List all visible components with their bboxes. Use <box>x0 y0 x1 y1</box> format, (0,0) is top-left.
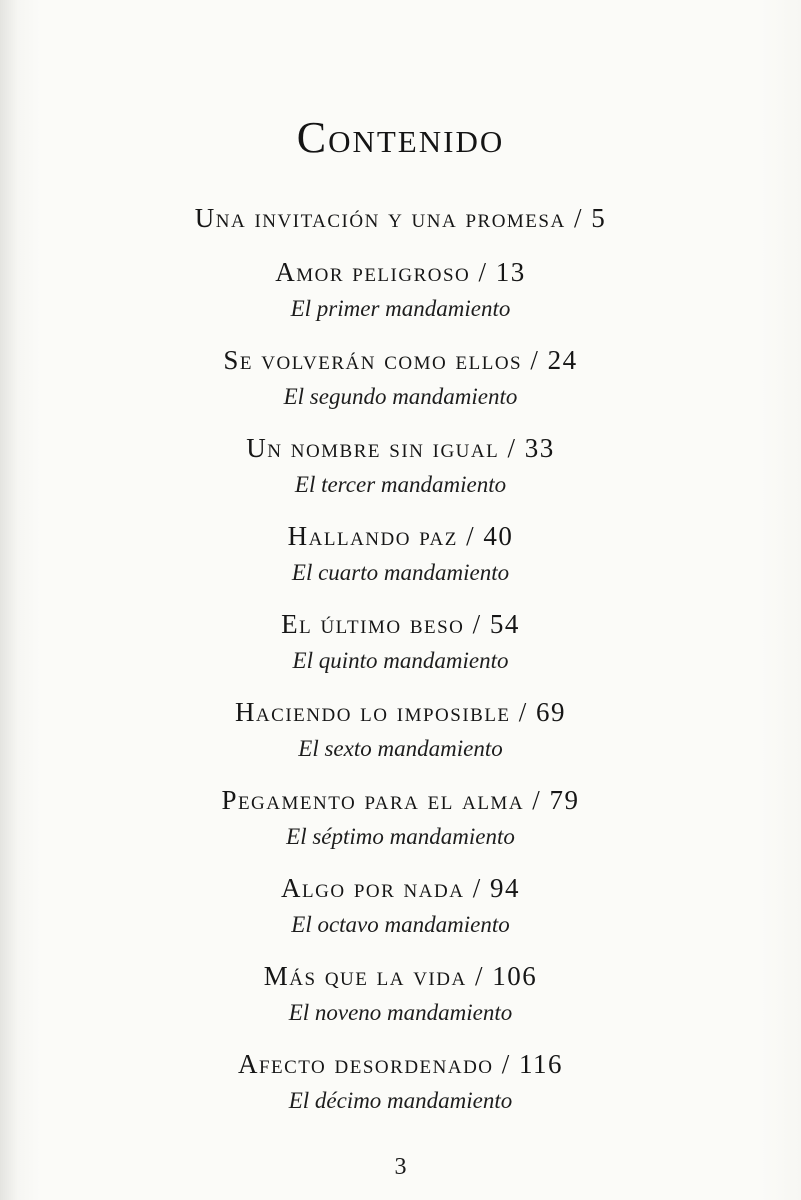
toc-entry-title: Un nombre sin igual / 33 <box>246 433 555 463</box>
toc-entry-title: Una invitación y una promesa / 5 <box>194 203 607 233</box>
table-of-contents <box>0 198 801 1118</box>
toc-entry <box>0 956 801 1030</box>
toc-entry <box>0 340 801 414</box>
toc-entry-title: Se volverán como ellos / 24 <box>223 345 578 375</box>
toc-entry <box>0 428 801 502</box>
toc-entry-title: Algo por nada / 94 <box>281 873 520 903</box>
toc-entry-subtitle: El noveno mandamiento <box>288 1000 513 1025</box>
toc-entry-title: Amor peligroso / 13 <box>275 257 526 287</box>
toc-entry-subtitle: El quinto mandamiento <box>292 648 509 673</box>
toc-entry <box>0 252 801 326</box>
toc-entry-title: Pegamento para el alma / 79 <box>221 785 580 815</box>
toc-entry-subtitle: El séptimo mandamiento <box>286 824 515 849</box>
toc-entry-title: El último beso / 54 <box>281 609 520 639</box>
toc-entry-title: Más que la vida / 106 <box>263 961 538 991</box>
toc-entry-subtitle: El segundo mandamiento <box>283 384 518 409</box>
toc-entry-subtitle: El tercer mandamiento <box>294 472 507 497</box>
page-title: Contenido <box>296 113 505 162</box>
toc-entry-subtitle: El décimo mandamiento <box>288 1088 513 1113</box>
toc-entry <box>0 868 801 942</box>
toc-entry-title: Hallando paz / 40 <box>287 521 514 551</box>
toc-entry <box>0 198 801 238</box>
toc-entry-title: Haciendo lo imposible / 69 <box>234 697 567 727</box>
toc-entry-title: Afecto desordenado / 116 <box>237 1049 564 1079</box>
toc-entry-subtitle: El primer mandamiento <box>290 296 511 321</box>
page-number: 3 <box>394 1154 407 1180</box>
toc-entry <box>0 604 801 678</box>
toc-entry <box>0 1044 801 1118</box>
toc-entry <box>0 692 801 766</box>
toc-entry-subtitle: El sexto mandamiento <box>298 736 503 761</box>
toc-entry-subtitle: El octavo mandamiento <box>291 912 510 937</box>
toc-entry <box>0 780 801 854</box>
toc-entry <box>0 516 801 590</box>
toc-entry-subtitle: El cuarto mandamiento <box>291 560 510 585</box>
